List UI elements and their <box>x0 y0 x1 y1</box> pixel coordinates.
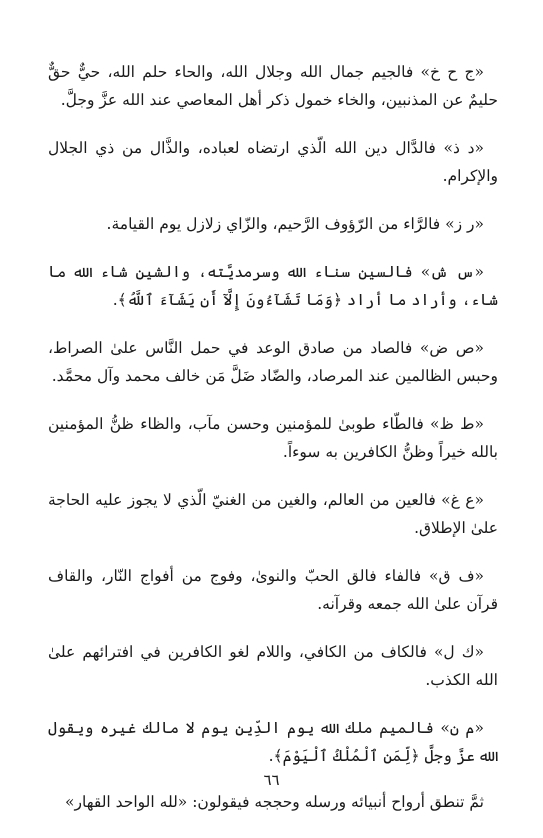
page-body <box>48 58 498 836</box>
page-number: ٦٦ <box>263 771 280 789</box>
paragraph-jim-ha-kha: «ج ح خ» فالجيم جمال الله وجلال الله، والحاء حلم الله، حيٌّ حقٌّ حليمٌ عن المذنبين، والخاء خمول ذكر أهل المعاصي عند الله عزَّ وجلَّ. <box>48 63 498 109</box>
paragraph-fa-qaf: «ف ق» فالفاء فالق الحبّ والنوىٰ، وفوج من أفواج النّار، والقاف قرآن علىٰ الله جمعه وقرآنه. <box>48 567 498 613</box>
paragraph-sin-shin: «س ش» فالسين سناء الله وسرمديَّته، والشين شاء الله ما شاء، وأراد ما أراد ﴿وَمَا تَشَآءُونَ إِلَّآ أَن يَشَآءَ ٱللَّهُ﴾. <box>48 263 498 309</box>
paragraph-kaf-lam: «ك ل» فالكاف من الكافي، واللام لغو الكافرين في افترائهم علىٰ الله الكذب. <box>48 643 498 689</box>
paragraph-mim-nun: «م ن» فالميم ملك الله يوم الدِّين يوم لا مالك غيره ويقول الله عزَّ وجلَّ ﴿لِّمَنِ ٱلْمُلْكُ ٱلْيَوْمَ﴾. <box>48 719 498 765</box>
paragraph-ta-za: «ط ظ» فالطّاء طوبىٰ للمؤمنين وحسن مآب، والظاء ظنُّ المؤمنين بالله خيراً وظنُّ الكافرين به سوءاً. <box>48 415 498 461</box>
paragraph-sad-dad: «ص ض» فالصاد من صادق الوعد في حمل النَّاس علىٰ الصراط، وحبس الظالمين عند المرصاد، والضّاد ضَلَّ مَن خالف محمد وآل محمَّد. <box>48 339 498 385</box>
paragraph-dal-dhal: «د ذ» فالدَّال دين الله الّذي ارتضاه لعباده، والذَّال من ذي الجلال والإكرام. <box>48 139 498 185</box>
paragraph-ayn-ghayn: «ع غ» فالعين من العالم، والغين من الغنيّ الّذي لا يجوز عليه الحاجة علىٰ الإطلاق. <box>48 491 498 537</box>
paragraph-closing: ثمَّ تنطق أرواح أنبيائه ورسله وحججه فيقولون: «لله الواحد القهار» <box>65 793 484 811</box>
paragraph-ra-zay: «ر ز» فالرَّاء من الرّؤوف الرَّحيم، والزّاي زلازل يوم القيامة. <box>106 215 484 233</box>
